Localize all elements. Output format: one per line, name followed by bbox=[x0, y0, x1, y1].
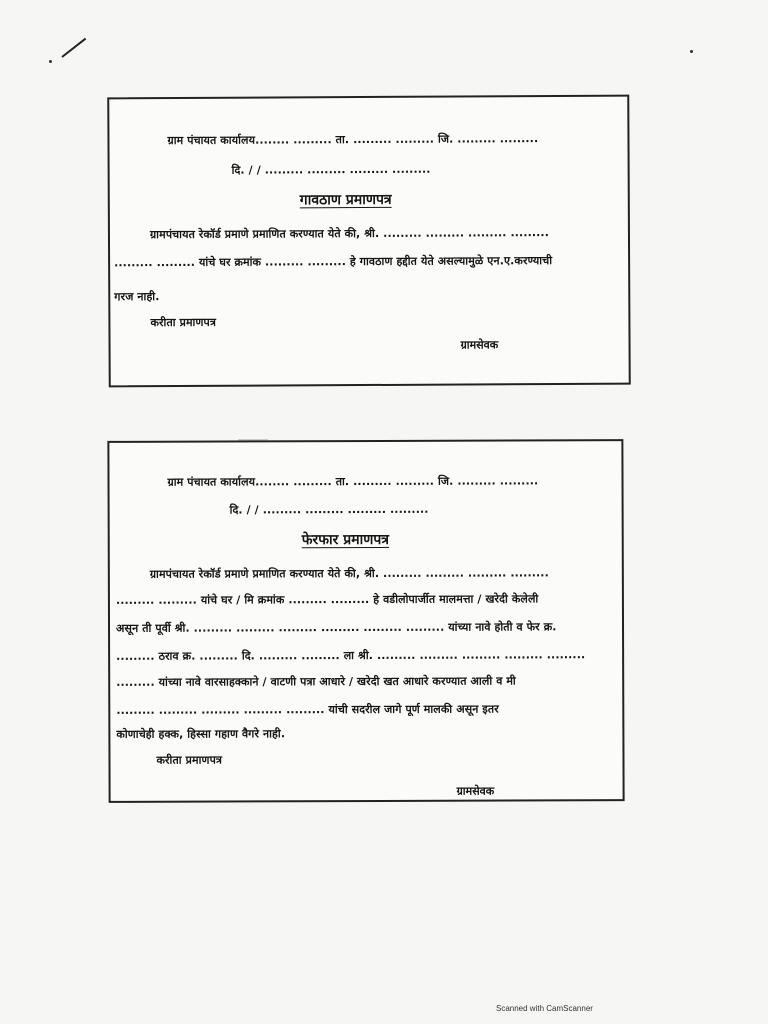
body-line: ......... ......... यांचे घर क्रमांक ......... ......... हे गावठाण हद्दीत येते असल्यामुळे एन.ए.करण्याची bbox=[114, 254, 553, 270]
speck bbox=[49, 60, 52, 63]
ferfar-certificate bbox=[107, 439, 624, 803]
office-line: ग्राम पंचायत कार्यालय........ ......... ता. ......... ......... जि. ......... ......... bbox=[167, 474, 539, 489]
body-line: ......... ......... यांचे घर / मि क्रमांक ......... ......... हे वडीलोपार्जीत मालमत्ता / खरेदी केलेली bbox=[115, 592, 539, 607]
body-line: गरज नाही. bbox=[114, 290, 160, 304]
certificate-title: फेरफार प्रमाणपत्र bbox=[301, 531, 390, 549]
body-line: ......... यांच्या नावे वारसाहक्काने / वाटणी पत्रा आधारे / खरेदी खत आधारे करण्यात आली व मी bbox=[116, 674, 516, 689]
speck bbox=[690, 50, 693, 53]
gaothan-certificate bbox=[107, 95, 631, 388]
closing-text: करीता प्रमाणपत्र bbox=[156, 753, 223, 767]
body-line: ......... ......... ......... ......... ......... यांची सदरील जागे पूर्ण मालकी असून इतर bbox=[116, 702, 499, 717]
pen-mark bbox=[61, 38, 86, 58]
signatory-label: ग्रामसेवक bbox=[456, 784, 495, 798]
scanner-watermark: Scanned with CamScanner bbox=[496, 1004, 593, 1013]
body-line: ग्रामपंचायत रेकॉर्ड प्रमाणे प्रमाणित करण्यात येते की, श्री. ......... ......... ......... ......... bbox=[149, 226, 550, 242]
office-line: ग्राम पंचायत कार्यालय........ ......... ता. ......... ......... जि. ......... ......... bbox=[167, 132, 539, 148]
body-line: ......... ठराव क्र. ......... दि. ......... ......... ला श्री. ......... ......... ......... ......... ......... bbox=[116, 648, 586, 663]
date-line: दि. / / ......... ......... ......... ......... bbox=[229, 502, 429, 517]
body-line: ग्रामपंचायत रेकॉर्ड प्रमाणे प्रमाणित करण्यात येते की, श्री. ......... ......... ......... ......... bbox=[149, 566, 549, 581]
certificate-title: गावठाण प्रमाणपत्र bbox=[299, 191, 392, 209]
date-line: दि. / / ......... ......... ......... ......... bbox=[231, 162, 431, 177]
body-line: असून ती पूर्वी श्री. ......... ......... ......... ......... ......... ......... यांच्या नावे होती व फेर क्र. bbox=[116, 620, 557, 635]
signatory-label: ग्रामसेवक bbox=[460, 338, 499, 352]
body-line: कोणाचेही हक्क, हिस्सा गहाण वैगरे नाही. bbox=[116, 727, 286, 741]
closing-text: करीता प्रमाणपत्र bbox=[150, 315, 217, 330]
